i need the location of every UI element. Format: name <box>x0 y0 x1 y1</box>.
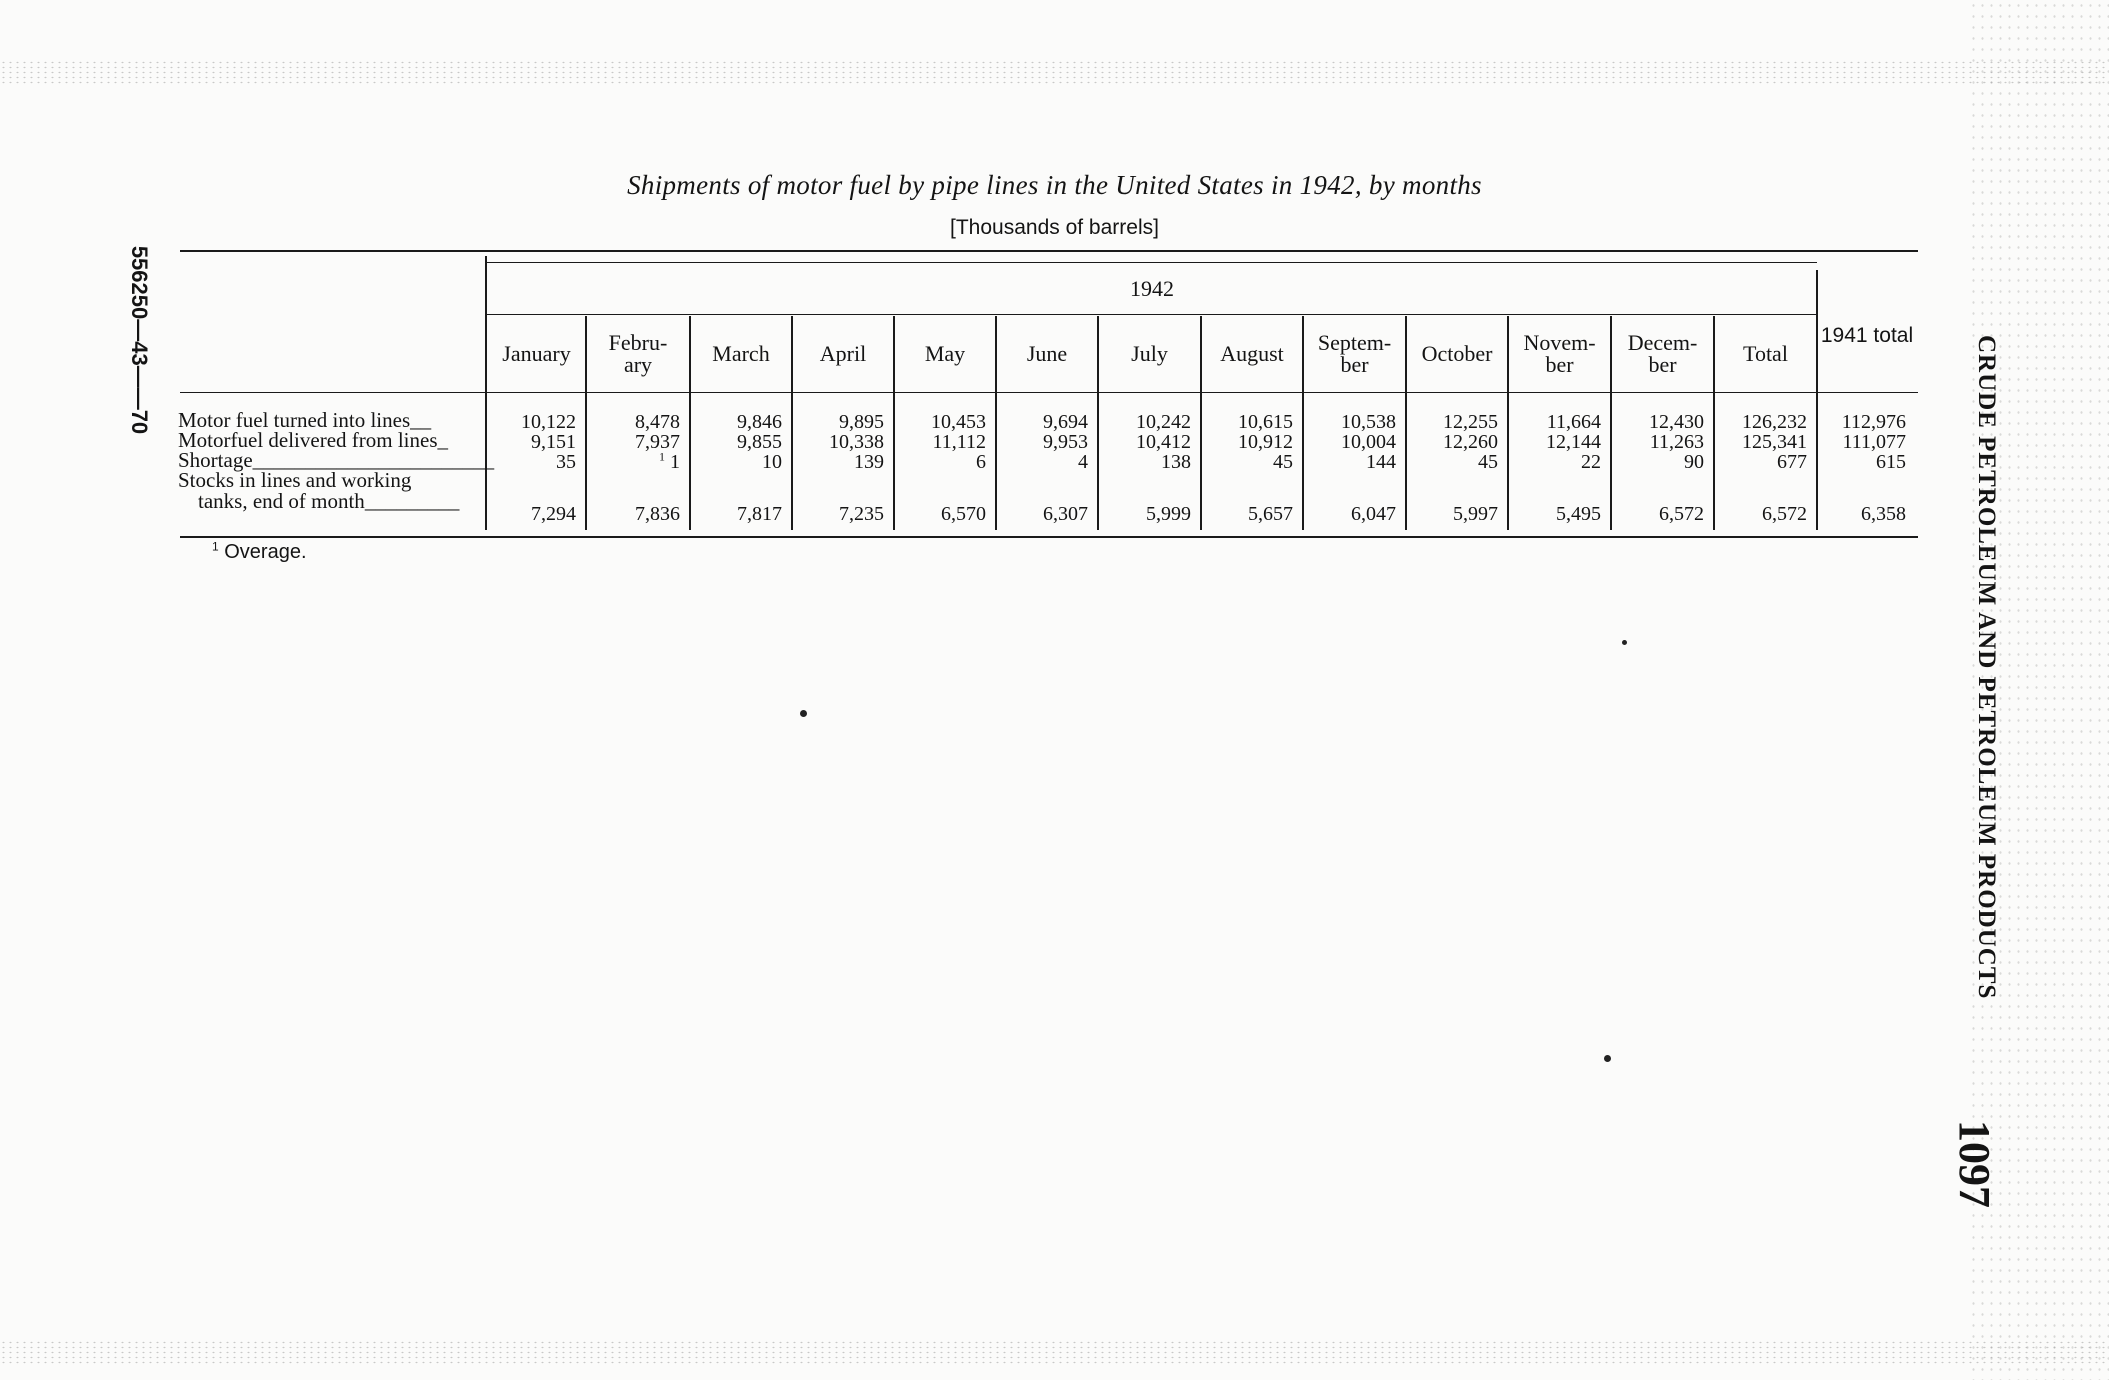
table-cell <box>1193 432 1293 452</box>
cell-value: 10,912 <box>1238 431 1293 453</box>
cell-value: 10 <box>762 451 782 473</box>
column-header-line: Total <box>1743 341 1788 366</box>
dot-leader: _ <box>437 428 449 452</box>
cell-value: 9,151 <box>531 431 576 453</box>
cell-value: 7,836 <box>635 503 680 525</box>
header-bottom-rule <box>180 392 1918 393</box>
table-cell <box>476 452 576 472</box>
row-label <box>178 430 448 450</box>
table-cell <box>886 412 986 432</box>
scan-noise-top <box>0 60 2109 86</box>
cell-value: 111,077 <box>1842 431 1906 453</box>
cell-value: 126,232 <box>1742 411 1807 433</box>
column-header-line: ary <box>623 352 653 377</box>
dot-leader: _________ <box>364 489 460 513</box>
table-cell <box>1296 412 1396 432</box>
table-cell <box>988 432 1088 452</box>
column-header <box>1303 318 1406 390</box>
table-cell <box>1398 452 1498 472</box>
cell-value: 12,255 <box>1443 411 1498 433</box>
table-cell <box>1398 412 1498 432</box>
column-header <box>1611 318 1714 390</box>
table-cell <box>1091 432 1191 452</box>
cell-value: 5,999 <box>1146 503 1191 525</box>
table-cell <box>1501 504 1601 524</box>
table-cell <box>1296 452 1396 472</box>
table-cell <box>886 504 986 524</box>
year-span-rule <box>487 262 1817 263</box>
table-cell <box>1091 412 1191 432</box>
scan-speck <box>1622 640 1627 645</box>
column-header-line: Septem- <box>1317 330 1392 355</box>
table-cell <box>1707 504 1807 524</box>
column-header-line: June <box>1026 341 1068 366</box>
table-subtitle: [Thousands of barrels] <box>950 216 1159 239</box>
cell-value: 5,495 <box>1556 503 1601 525</box>
cell-value: 6,572 <box>1762 503 1807 525</box>
table-cell <box>1398 432 1498 452</box>
cell-value: 90 <box>1684 451 1704 473</box>
dot-leader: _______________________ <box>252 448 495 472</box>
table-cell <box>682 432 782 452</box>
table-cell <box>988 504 1088 524</box>
cell-value: 9,846 <box>737 411 782 433</box>
cell-value: 139 <box>854 451 884 473</box>
column-header <box>1714 318 1817 390</box>
cell-value: 6,572 <box>1659 503 1704 525</box>
cell-value: 10,453 <box>931 411 986 433</box>
row-label-text: Stocks in lines and working <box>178 468 412 492</box>
year-header: 1942 <box>1130 276 1174 301</box>
table-cell <box>580 504 680 524</box>
cell-value: 138 <box>1161 451 1191 473</box>
column-header-line: October <box>1421 341 1493 366</box>
cell-value: 9,855 <box>737 431 782 453</box>
table-cell <box>1398 504 1498 524</box>
column-header <box>1508 318 1611 390</box>
table-cell <box>580 412 680 432</box>
running-head: CRUDE PETROLEUM AND PETROLEUM PRODUCTS <box>1973 335 2000 1000</box>
cell-value: 6,358 <box>1861 503 1906 525</box>
table-cell <box>476 504 576 524</box>
cell-value: 45 <box>1478 451 1498 473</box>
cell-value: 1 <box>670 451 680 473</box>
table-bottom-rule <box>180 536 1918 538</box>
column-header-line: ber <box>1545 352 1574 377</box>
column-header <box>1098 318 1201 390</box>
cell-value: 615 <box>1876 451 1906 473</box>
column-header-line: Novem- <box>1523 330 1596 355</box>
table-cell <box>1296 504 1396 524</box>
row-label-text: tanks, end of month <box>198 489 365 513</box>
table-cell <box>1806 432 1906 452</box>
cell-value: 7,235 <box>839 503 884 525</box>
table-cell <box>1707 412 1807 432</box>
cell-value: 12,260 <box>1443 431 1498 453</box>
column-header <box>1406 318 1508 390</box>
cell-value: 4 <box>1078 451 1088 473</box>
cell-value: 10,242 <box>1136 411 1191 433</box>
row-label-text: Motorfuel delivered from lines <box>178 428 438 452</box>
table-cell <box>784 452 884 472</box>
table-cell <box>1193 452 1293 472</box>
table-cell <box>1296 432 1396 452</box>
cell-value: 9,895 <box>839 411 884 433</box>
table-cell <box>1501 452 1601 472</box>
cell-value: 8,478 <box>635 411 680 433</box>
column-header <box>487 318 586 390</box>
row-label-continued <box>198 491 459 511</box>
cell-value: 9,694 <box>1043 411 1088 433</box>
column-header-line: ber <box>1648 352 1677 377</box>
cell-value: 11,664 <box>1546 411 1601 433</box>
column-header-line: March <box>712 341 770 366</box>
month-header-rule <box>487 314 1817 315</box>
footnote <box>212 541 307 564</box>
cell-value: 11,112 <box>932 431 986 453</box>
cell-value: 10,538 <box>1341 411 1396 433</box>
scan-speck <box>800 710 807 717</box>
table-cell <box>1604 504 1704 524</box>
table-cell <box>1501 412 1601 432</box>
cell-value: 7,817 <box>737 503 782 525</box>
table-cell <box>988 412 1088 432</box>
table-cell <box>1091 504 1191 524</box>
table-cell <box>1806 412 1906 432</box>
cell-value: 9,953 <box>1043 431 1088 453</box>
margin-printer-id: 556250—43——70 <box>127 245 152 435</box>
cell-value: 125,341 <box>1742 431 1807 453</box>
cell-value: 7,294 <box>531 503 576 525</box>
cell-value: 10,338 <box>829 431 884 453</box>
column-header-line: Decem- <box>1627 330 1698 355</box>
row-label <box>178 470 411 490</box>
cell-value: 6,570 <box>941 503 986 525</box>
cell-value: 12,430 <box>1649 411 1704 433</box>
table-cell <box>682 412 782 432</box>
column-header-line: ber <box>1340 352 1369 377</box>
table-cell <box>784 504 884 524</box>
table-title: Shipments of motor fuel by pipe lines in the United States in 1942, by months <box>627 170 1482 200</box>
column-header <box>894 318 996 390</box>
cell-value: 144 <box>1366 451 1396 473</box>
table-cell <box>988 452 1088 472</box>
table-cell <box>1707 452 1807 472</box>
column-header-line: August <box>1220 341 1284 366</box>
cell-value: 6,047 <box>1351 503 1396 525</box>
cell-value: 10,004 <box>1341 431 1396 453</box>
column-header-line: April <box>819 341 867 366</box>
column-header <box>792 318 894 390</box>
table-cell <box>580 432 680 452</box>
dot-leader: __ <box>410 408 432 432</box>
column-header-line: Febru- <box>608 330 668 355</box>
column-header <box>586 318 690 390</box>
cell-value: 112,976 <box>1841 411 1906 433</box>
table-cell <box>1091 452 1191 472</box>
cell-value: 22 <box>1581 451 1601 473</box>
table-cell <box>1604 452 1704 472</box>
column-header-1941-total: 1941 total <box>1820 324 1914 347</box>
table-cell <box>1806 504 1906 524</box>
footnote-reference: 1 <box>659 449 665 464</box>
table-cell <box>1193 412 1293 432</box>
table-cell <box>476 412 576 432</box>
column-header-line: July <box>1131 341 1168 366</box>
cell-value: 35 <box>556 451 576 473</box>
cell-value: 6 <box>976 451 986 473</box>
cell-value: 6,307 <box>1043 503 1088 525</box>
cell-value: 7,937 <box>635 431 680 453</box>
column-header <box>690 318 792 390</box>
cell-value: 45 <box>1273 451 1293 473</box>
cell-value: 10,122 <box>521 411 576 433</box>
column-header-line: May <box>924 341 966 366</box>
table-cell <box>1604 412 1704 432</box>
page-number: 1097 <box>1950 1120 1999 1208</box>
row-label <box>178 450 494 470</box>
table-cell <box>1604 432 1704 452</box>
table-cell <box>1193 504 1293 524</box>
cell-value: 5,657 <box>1248 503 1293 525</box>
footnote-text: Overage. <box>224 541 307 563</box>
table-cell <box>1707 432 1807 452</box>
table-cell <box>784 412 884 432</box>
cell-value: 11,263 <box>1649 431 1704 453</box>
scan-noise-bottom <box>0 1340 2109 1366</box>
table-cell <box>682 452 782 472</box>
row-label-text: Shortage <box>178 448 253 472</box>
column-header-line: January <box>502 341 571 366</box>
cell-value: 677 <box>1777 451 1807 473</box>
table-cell <box>784 432 884 452</box>
cell-value: 10,412 <box>1136 431 1191 453</box>
table-cell <box>580 449 680 473</box>
column-header <box>1201 318 1303 390</box>
row-label-text: Motor fuel turned into lines <box>178 408 411 432</box>
table-cell <box>682 504 782 524</box>
column-header <box>996 318 1098 390</box>
row-label <box>178 410 431 430</box>
cell-value: 10,615 <box>1238 411 1293 433</box>
table-cell <box>886 432 986 452</box>
table-cell <box>1806 452 1906 472</box>
cell-value: 5,997 <box>1453 503 1498 525</box>
table-cell <box>1501 432 1601 452</box>
footnote-marker: 1 <box>212 539 219 554</box>
column-divider <box>1816 270 1818 530</box>
table-top-rule <box>180 250 1918 252</box>
scan-speck <box>1604 1055 1611 1062</box>
cell-value: 12,144 <box>1546 431 1601 453</box>
table-cell <box>886 452 986 472</box>
